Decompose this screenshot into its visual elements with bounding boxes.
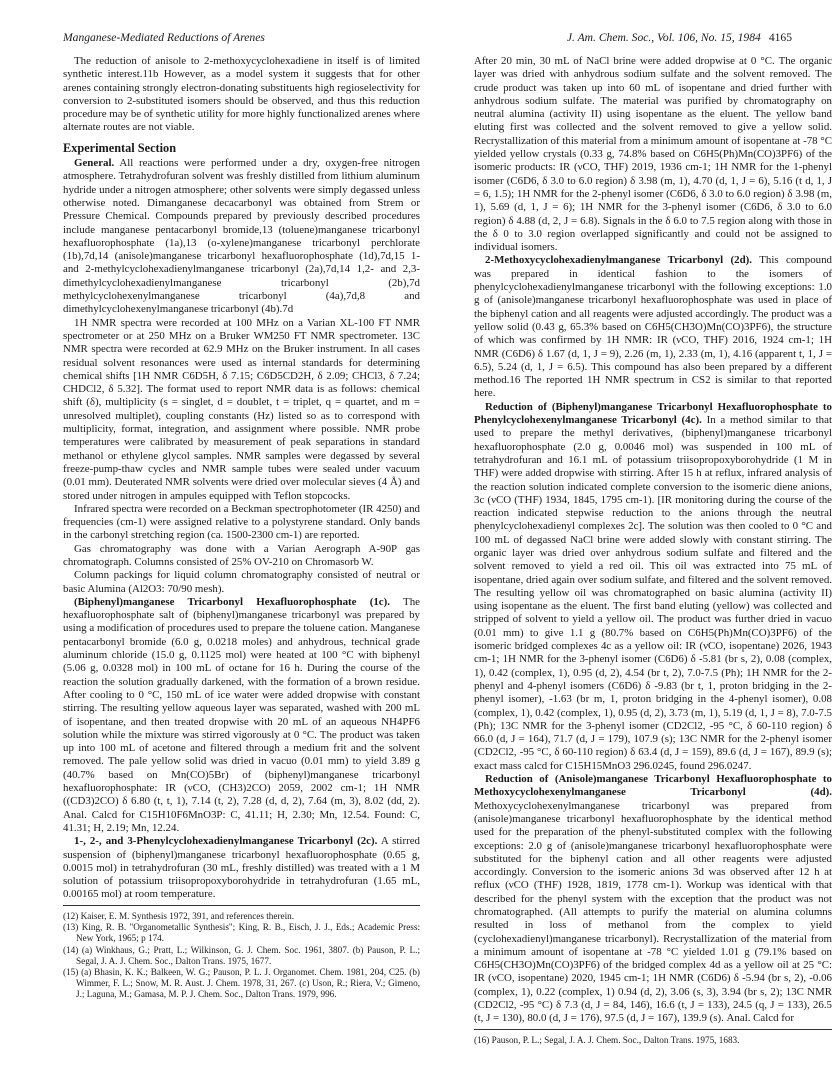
footnote: (14) (a) Winkhaus, G.; Pratt, L.; Wilkinson, G. J. Chem. Soc. 1961, 3807. (b) Pauson, P. L.; Segal, J. A. J. Chem. Soc., Dalton Trans. 1975, 1677. xyxy=(63,944,420,966)
column-packing-paragraph: Column packings for liquid column chromatography consisted of neutral or basic Alumina (Al2O3: 70/90 mesh). xyxy=(63,569,420,595)
footnotes-right xyxy=(474,1035,832,1046)
footnote-rule-right xyxy=(474,1029,832,1030)
journal-name: J. Am. Chem. Soc., Vol. 106, No. 15, 1984 xyxy=(566,31,761,44)
phenyl-runin-heading: 1-, 2-, and 3-Phenylcyclohexadienylmanganese Tricarbonyl (2c). xyxy=(74,835,378,848)
anisole-reduction-text: Methoxycyclohexenylmanganese tricarbonyl was prepared from (anisole)manganese tricarbonyl hexafluorophosphate by the identical method used for the preparation of the phenyl-substituted complex with the following exceptions: 2.0 g of (anisole)manganese tricarbonyl hexafluorophosphate were substituted for the biphenyl cation and all other reagents were adjusted accordingly. Conversion to the isomeric anions 3d was observed after 12 h at reflux (νCO (THF) 1928, 1819, 1778 cm-1). Workup was identical with that described for the phenyl system with the exception that the product was not chromatographed. (All attempts to purify the material on alumina columns resulted in loss of methanol from the complex to yield (cyclohexadienyl)manganese tricarbonyl). Recrystallization of the material from a minimum amount of isopentane at -78 °C yielded 1.01 g (79.1% based on C6H5(CH3O)Mn(CO)3PF6) of the bridged complex 4d as a yellow oil at 25 °C: IR (νCO, isopentane) 2020, 1945 cm-1; 1H NMR (C6D6) δ -5.94 (br s, 2), -0.06 (complex, 1), 0.22 (complex, 1) 0.94 (d, 2), 3.06 (s, 3), 3.94 (br s, 2); 13C NMR (CD2Cl2, -95 °C) δ 7.3 (d, J = 84, 146), 16.6 (t, J = 133), 24.5 (q, J = 133), 26.5 (t, J = 130), 80.0 (d, J = 176), 97.5 (d, J = 167), 139.9 (s). Anal. Calcd for xyxy=(474,799,832,1025)
footnotes-left xyxy=(63,911,420,1001)
anisole-reduction-runin-heading: Reduction of (Anisole)manganese Tricarbonyl Hexafluorophosphate to Methoxycyclohexenylmanganese Tricarbonyl (4d). xyxy=(474,773,832,799)
ir-paragraph: Infrared spectra were recorded on a Beckman spectrophotometer (IR 4250) and frequencies (cm-1) were assigned relative to a polystyrene standard. Only bands in the carbonyl stretching region (ca. 1500-2300 cm-1) are reported. xyxy=(63,502,420,542)
anisole-reduction-paragraph xyxy=(474,773,832,1026)
methoxy-runin-heading: 2-Methoxycyclohexadienylmanganese Tricarbonyl (2d). xyxy=(485,254,753,267)
biphenyl-runin-heading: (Biphenyl)manganese Tricarbonyl Hexafluorophosphate (1c). xyxy=(74,595,390,608)
footnote-rule-left xyxy=(63,905,420,906)
footnote: (15) (a) Bhasin, K. K.; Balkeen, W. G.; Pauson, P. L. J. Organomet. Chem. 1981, 204, C25. (b) Wimmer, F. L.; Snow, M. R. Aust. J. Chem. 1978, 31, 267. (c) Uson, R.; Riera, V.; Gimeno, J.; Laguna, M.; Gamasa, M. P. J. Chem. Soc., Dalton Trans. 1979, 996. xyxy=(63,967,420,1000)
footnote: (13) King, R. B. "Organometallic Synthesis"; King, R. B., Eisch, J. J., Eds.; Academic Press: New York, 1965; p 174. xyxy=(63,922,420,944)
running-header xyxy=(63,31,792,47)
methoxy-paragraph xyxy=(474,254,832,400)
methoxy-text: This compound was prepared in identical fashion to the isomers of phenylcyclohexadienylmanganese tricarbonyl with the following exceptions: 1.0 g of (anisole)manganese tricarbonyl hexafluorophosphate was used in place of the biphenyl cation and all reagents were adjusted accordingly. The product was a yellow solid (0.43 g, 65.3% based on C6H5(CH3O)Mn(CO)3PF6), the structure of which was confirmed by 1H NMR: IR (νCO, THF) 2016, 1924 cm-1; 1H NMR (C6D6) δ 1.67 (d, 1, J = 9), 2.26 (m, 1), 2.33 (m, 1), 4.16 (apparent t, 1, J = 6.5), 5.24 (d, 1, J = 6.5). This compound has also been prepared by a different method.16 The reported 1H NMR spectrum in CS2 is similar to that reported here. xyxy=(474,254,832,400)
nmr-paragraph: 1H NMR spectra were recorded at 100 MHz on a Varian XL-100 FT NMR spectrometer or at 250 MHz on a Bruker WM250 FT NMR spectrometer. 13C NMR spectra were recorded at 62.9 MHz on the Bruker instrument. In all cases residual solvent resonances were used as internal standards for determining chemical shifts [1H NMR C6D5H, δ 7.15; C6D5CD2H, δ 2.09; CHCl3, δ 7.24; CHDCl2, δ 5.32]. The format used to report NMR data is as follows: chemical shift (δ), multiplicity (s = singlet, d = doublet, t = triplet, q = quartet, and m = unresolved multiplet), coupling constants (Hz) listed so as to correspond with multiplicity, format, integration, and assignment where possible. NMR probe temperatures were calibrated by measurement of peak separations in standard methanol or ethylene glycol samples. NMR samples were degassed by several freeze-pump-thaw cycles and NMR sample tubes were sealed under vacuum (0.01 mm). Deuterated NMR solvents were dried over molecular sieves (4 Å) and stored under nitrogen in ampules equipped with Teflon stopcocks. xyxy=(63,316,420,502)
general-runin-heading: General. xyxy=(74,157,115,170)
intro-paragraph: The reduction of anisole to 2-methoxycyclohexadiene in itself is of limited synthetic interest.11b However, as a model system it suggests that for other arenes containing strongly electron-donating substituents high regioselectivity for conversion to 2-substituted isomers should be observed, and thus this reduction procedure may be of synthetic utility for more highly functionalized arenes where alternate routes are not viable. xyxy=(63,55,420,134)
general-text: All reactions were performed under a dry, oxygen-free nitrogen atmosphere. Tetrahydrofuran solvent was freshly distilled from lithium aluminum hydride under a nitrogen atmosphere; other solvents were simply degassed unless otherwise noted. Dimanganese decacarbonyl was obtained from Strem or Pressure Chemical. Compounds prepared by previously described procedures include manganese pentacarbonyl bromide,13 (toluene)manganese tricarbonyl hexafluorophosphate (1a),13 (o-xylene)manganese tricarbonyl perchlorate (1b),7d,14 (anisole)manganese tricarbonyl hexafluorophosphate (1d),7d,15 1- and 2-methylcyclohexadienylmanganese tricarbonyl (2a),7d,14 1,2- and 2,3-dimethylcyclohexadienylmanganese tricarbonyl (2b),7d methylcyclohexenylmanganese tricarbonyl (4a),7d,8 and dimethylcyclohexenylmanganese tricarbonyl (4b).7d xyxy=(63,157,420,316)
section-heading: Experimental Section xyxy=(63,140,177,155)
page-number: 4165 xyxy=(768,31,792,44)
right-column xyxy=(474,55,832,1026)
biphenyl-reduction-runin-heading: Reduction of (Biphenyl)manganese Tricarbonyl Hexafluorophosphate to Phenylcyclohexenylmanganese Tricarbonyl (4c). xyxy=(474,400,832,427)
general-paragraph xyxy=(63,157,420,317)
journal-citation xyxy=(567,31,792,44)
biphenyl-text: The hexafluorophosphate salt of (biphenyl)manganese tricarbonyl was prepared by using a modification of procedures used to prepare the toluene cation. Manganese pentacarbonyl bromide (6.0 g, 0.0218 moles) and anhydrous, technical grade aluminum chloride (15.0 g, 0.1125 mol) were heated at 100 °C with biphenyl (5.06 g, 0.0328 mol) in 100 mL of octane for 16 h. During the course of the reaction the solution gradually darkened, with the formation of a brown residue. After cooling to 0 °C, 150 mL of ice water were added dropwise with constant stirring. The resulting yellow aqueous layer was separated, washed with 200 mL of isopentane, and then treated dropwise with 20 mL of an aqueous NH4PF6 solution while the mixture was stirred vigorously at 0 °C. The product was taken up into 100 mL of acetone and filtered through a medium frit and the solvent removed. The pale yellow solid was dried in vacuo (0.01 mm) to yield 3.89 g (40.7% based on Mn(CO)5Br) of (biphenyl)manganese tricarbonyl hexafluorophosphate: IR (νCO, (CH3)2CO) 2059, 2002 cm-1; 1H NMR ((CD3)2CO) δ 6.80 (t, t, 1), 7.14 (t, 2), 7.28 (d, d, 2), 7.64 (m, 3), 8.02 (dd, 2). Anal. Calcd for C15H10F6MnO3P: C, 41.11; H, 2.30; Mn, 12.54. Found: C, 41.31; H, 2.19; Mn, 12.24. xyxy=(63,595,420,834)
biphenyl-paragraph xyxy=(63,596,420,835)
running-title: Manganese-Mediated Reductions of Arenes xyxy=(63,31,265,44)
continued-paragraph: After 20 min, 30 mL of NaCl brine were added dropwise at 0 °C. The organic layer was dried with anhydrous sodium sulfate and the solvent removed. The crude product was taken up into 60 mL of isopentane and dried further with anhydrous sodium sulfate. The material was purified by chromatography on neutral alumina (activity II) using isopentane as the eluent. The yellow band eluting first was collected and the solvent removed to give a yellow solid. Recrystallization of this material from a minimum amount of isopentane at -78 °C yielded yellow crystals (0.33 g, 74.8% based on C6H5(Ph)Mn(CO)3PF6) of the isomeric products: IR (νCO, THF) 2019, 1936 cm-1; 1H NMR for the 1-phenyl isomer (C6D6, δ 3.0 to 6.0 region) δ 3.98 (m, 1), 4.70 (d, 1, J = 6), 5.16 (t d, 1, J = 6, 1.5); 1H NMR for the 2-phenyl isomer (C6D6, δ 3.0 to 6.0 region) δ 3.98 (m, 1), 5.69 (d, 1, J = 6); 1H NMR for the 3-phenyl isomer (C6D6, δ 3.0 to 6.0 region) δ 4.88 (d, 2, J = 6.8). Signals in the δ 6.0 to 7.5 region along with those in the δ 0 to 3.0 region overlapped significantly and could not be assigned to individual isomers. xyxy=(474,55,832,254)
footnote: (12) Kaiser, E. M. Synthesis 1972, 391, and references therein. xyxy=(63,911,295,921)
footnote: (16) Pauson, P. L.; Segal, J. A. J. Chem. Soc., Dalton Trans. 1975, 1683. xyxy=(474,1035,740,1045)
biphenyl-reduction-text: In a method similar to that used to prepare the methyl derivatives, (biphenyl)manganese tricarbonyl hexafluorophosphate (2.0 g, 0.0046 mol) was suspended in 100 mL of tetrahydrofuran and 16.1 mL of potassium triisopropoxyborohydride (1 M in THF) were added dropwise with stirring. After 15 h at reflux, infrared analysis of the reaction solution indicated complete conversion to the isomeric diene anions, 3c (νCO (THF) 1934, 1845, 1795 cm-1). [IR monitoring during the course of the reaction indicated stepwise reduction to the anions through the neutral phenylcyclohexadienyl complexes 2c]. The solution was then cooled to 0 °C and 100 mL of degassed NaCl brine were added slowly with constant stirring. The organic layer was dried over anhydrous sodium sulfate and filtered and the solvent removed to yield a red oil. This oil was extracted into 75 mL of isopentane, dried again over sodium sulfate, and filtered and the solvent removed. The resulting yellow oil was chromatographed on basic alumina (activity II) using isopentane as the eluent. The first band eluting (yellow) was collected and stripped of solvent to yield a yellow oil. The product was further dried in vacuo (0.01 mm) to give 1.1 g (80.7% based on C6H5(Ph)Mn(CO)3PF6) of the isomeric bridged complexes 4c as a yellow oil: IR (νCO, isopentane) 2026, 1943 cm-1; 1H NMR for the 3-phenyl isomer (C6D6) δ -5.81 (br s, 2), 0.08 (complex, 1), 0.42 (complex, 1), 0.95 (d, 2), 4.54 (br t, 2), 7.0-7.5 (Ph); 1H NMR for the 2-phenyl and 4-phenyl isomers (C6D6) δ -9.83 (br t, 1, proton bridging in the 2-phenyl isomer), -1.63 (br m, 1, proton bridging in the 4-phenyl isomer), 0.08 (complex, 1), 0.42 (complex, 1), 0.95 (d, 2), 3.73 (m, 1), 5.19 (d, 1, J = 8), 7.0-7.5 (Ph); 13C NMR for the 3-phenyl isomer (CD2Cl2, -95 °C, δ 60-110 region) δ 66.0 (d, J = 164), 71.7 (d, J = 179), 107.9 (s); 13C NMR for the 2-phenyl isomer (CD2Cl2, -95 °C, δ 60-110 region) δ 63.4 (d, J = 159), 89.6 (d, J = 167), 89.9 (s); exact mass calcd for C15H15MnO3 296.0245, found 296.0247. xyxy=(474,414,832,772)
left-column xyxy=(63,55,420,902)
biphenyl-reduction-paragraph xyxy=(474,401,832,773)
phenyl-paragraph xyxy=(63,835,420,901)
phenyl-text: A stirred suspension of (biphenyl)manganese tricarbonyl hexafluorophosphate (0.65 g, 0.0015 mol) in tetrahydrofuran (30 mL, freshly distilled) was treated with a 1 M solution of potassium triisopropoxyborohydride in tetrahydrofuran (1.65 mL, 0.00165 mol) at room temperature. xyxy=(63,835,420,901)
gc-paragraph: Gas chromatography was done with a Varian Aerograph A-90P gas chromatograph. Columns consisted of 25% OV-210 on Chromasorb W. xyxy=(63,542,420,568)
